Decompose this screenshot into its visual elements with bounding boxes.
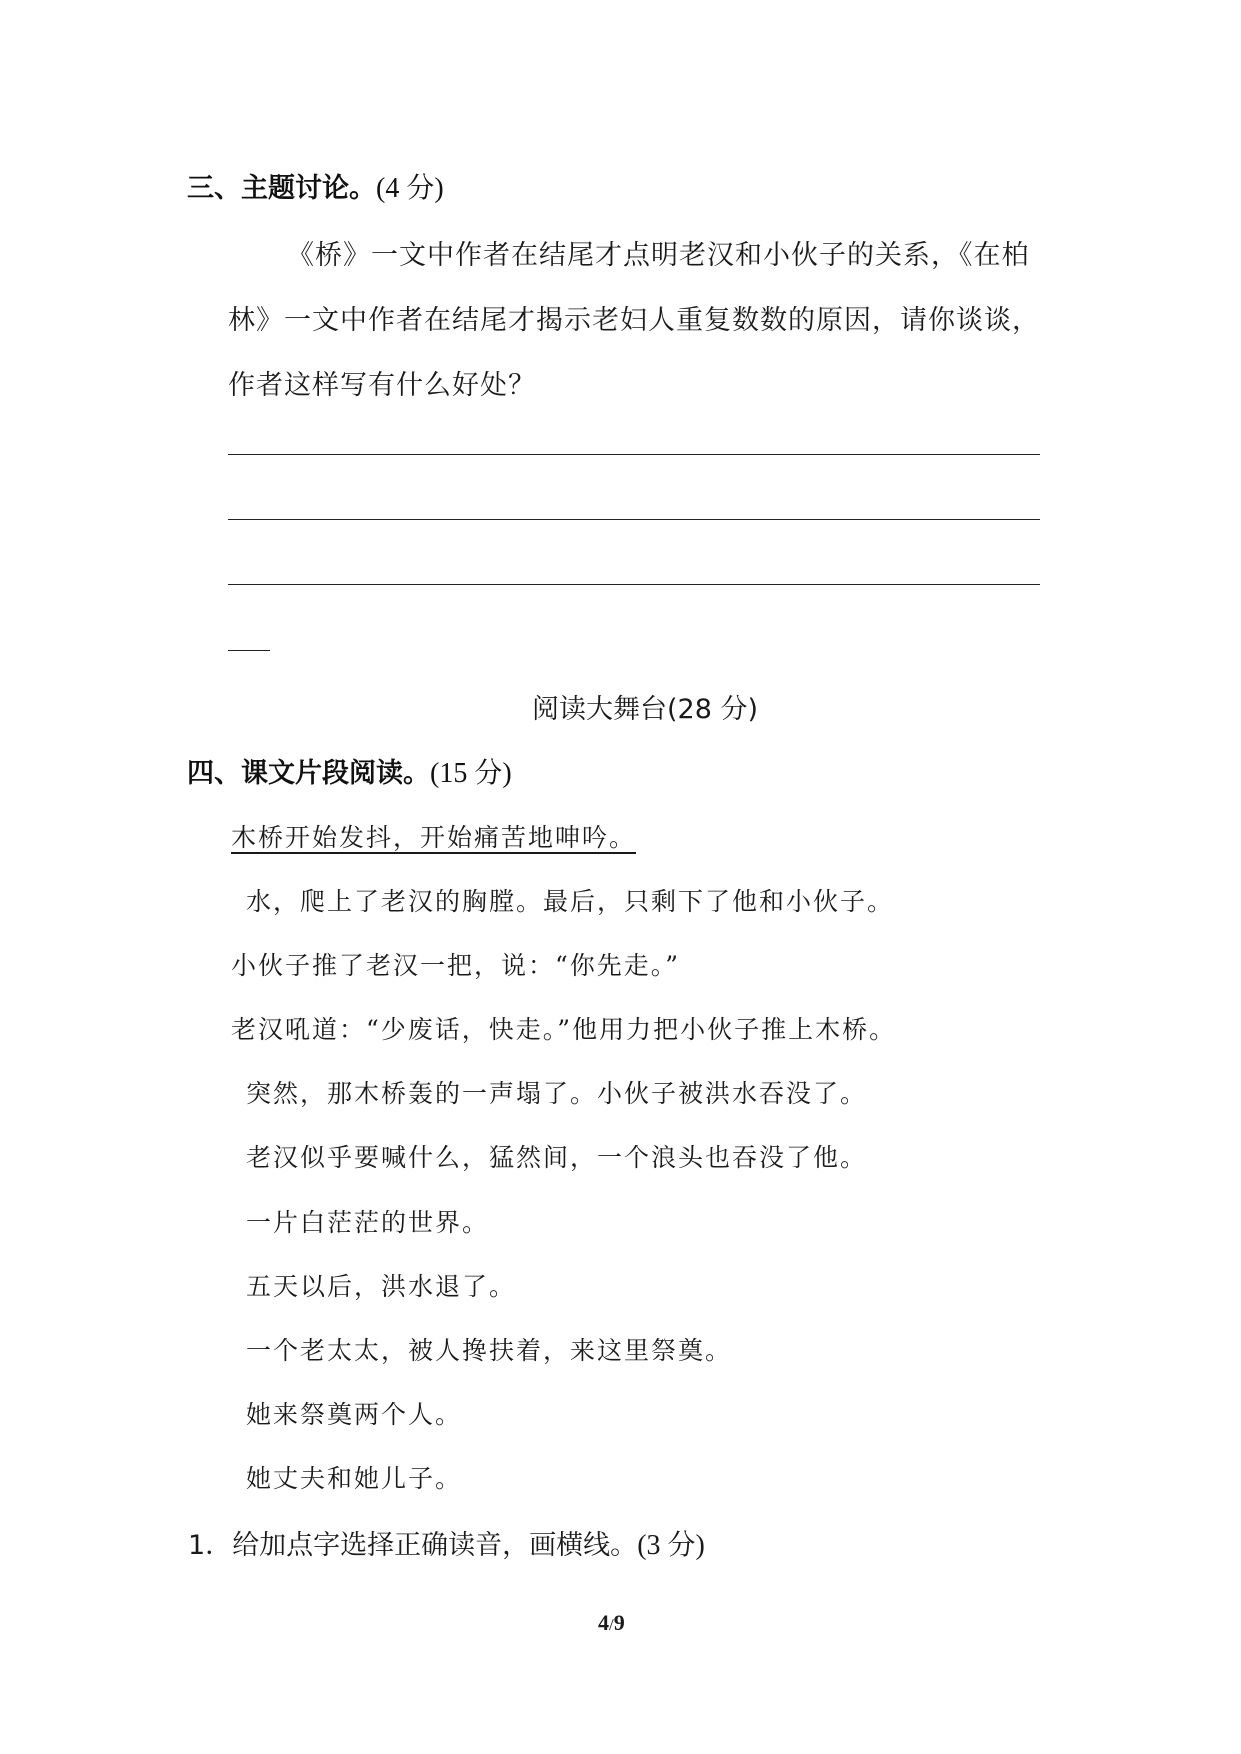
passage-line-3: 小伙子推了老汉一把，说：“你先走。” xyxy=(231,951,681,980)
question-1-score: (3 分) xyxy=(637,1530,705,1561)
passage-line-2: 水，爬上了老汉的胸膛。最后，只剩下了他和小伙子。 xyxy=(246,887,895,916)
question-paragraph-line-2: 林》一文中作者在结尾才揭示老妇人重复数数的原因，请你谈谈， xyxy=(228,305,1040,336)
passage-line-9: 一个老太太，被人搀扶着，来这里祭奠。 xyxy=(246,1336,733,1365)
question-1-text: 给加点字选择正确读音，画横线。 xyxy=(232,1530,638,1561)
current-page: 4 xyxy=(598,1610,609,1635)
answer-line-2[interactable] xyxy=(228,519,1040,520)
total-pages: 9 xyxy=(613,1610,625,1635)
section-3-title: 三、主题讨论。 xyxy=(187,173,376,204)
reading-stage-title: 阅读大舞台(28 分) xyxy=(532,694,759,725)
answer-line-3[interactable] xyxy=(228,584,1040,585)
passage-line-8: 五天以后，洪水退了。 xyxy=(246,1272,517,1301)
passage-line-10: 她来祭奠两个人。 xyxy=(246,1400,463,1429)
section-4-title: 四、课文片段阅读。 xyxy=(187,758,430,789)
section-4-heading xyxy=(187,751,512,791)
question-paragraph-line-1: 《桥》一文中作者在结尾才点明老汉和小伙子的关系，《在柏 xyxy=(287,240,1030,271)
section-3-heading xyxy=(187,166,444,206)
passage-line-7: 一片白茫茫的世界。 xyxy=(246,1208,490,1237)
answer-line-4[interactable] xyxy=(228,650,270,651)
question-paragraph-line-3: 作者这样写有什么好处？ xyxy=(228,370,536,401)
question-1-number: 1． xyxy=(188,1530,233,1561)
answer-line-1[interactable] xyxy=(228,454,1040,455)
question-1 xyxy=(188,1523,705,1563)
section-4-score: (15 分) xyxy=(430,758,512,789)
passage-line-4: 老汉吼道：“少废话，快走。”他用力把小伙子推上木桥。 xyxy=(231,1015,897,1044)
passage-line-11: 她丈夫和她儿子。 xyxy=(246,1464,463,1493)
section-3-score: (4 分) xyxy=(376,173,444,204)
passage-line-5: 突然，那木桥轰的一声塌了。小伙子被洪水吞没了。 xyxy=(246,1079,868,1108)
passage-line-1: 木桥开始发抖，开始痛苦地呻吟。 xyxy=(231,823,637,852)
passage-line-6: 老汉似乎要喊什么，猛然间，一个浪头也吞没了他。 xyxy=(246,1143,868,1172)
page-separator: / xyxy=(609,1615,614,1634)
page-number xyxy=(598,1610,625,1636)
